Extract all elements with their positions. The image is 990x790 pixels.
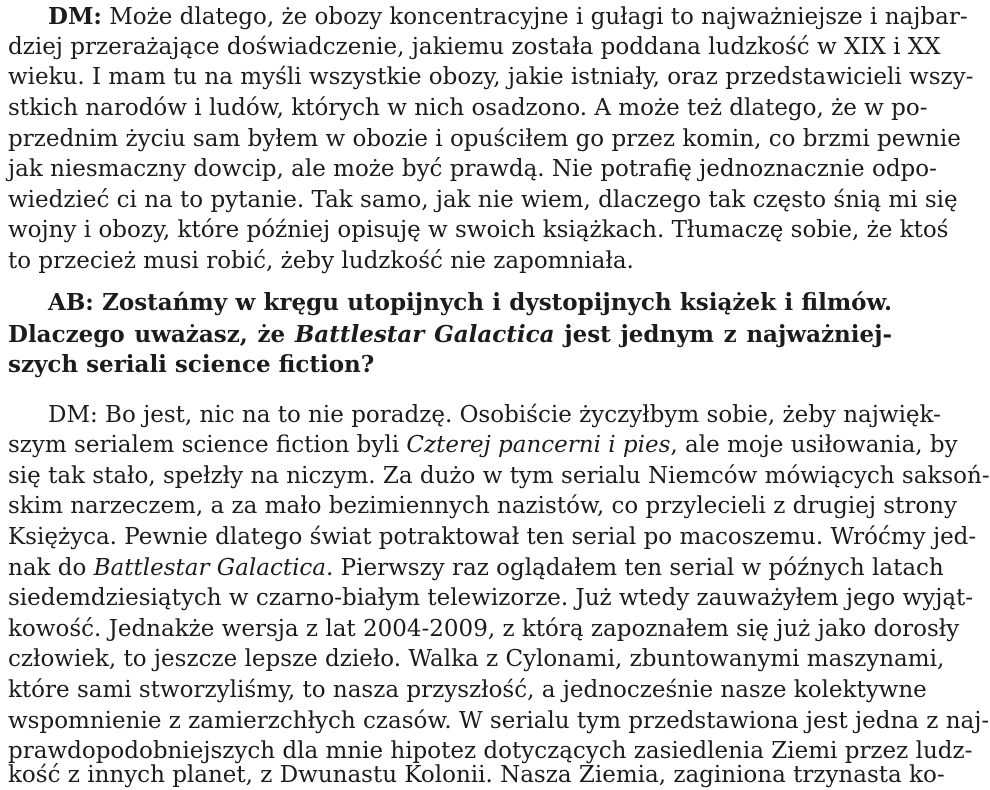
paragraph-line: jak niesmaczny dowcip, ale może być prawdą. Nie potrafię jednoznacznie odpo-	[8, 156, 937, 182]
paragraph-line: się tak stało, spełzły na niczym. Za dużo w tym serialu Niemców mówiących saksoń-	[8, 463, 990, 489]
question-line	[8, 320, 892, 350]
paragraph-line: które sami stworzyliśmy, to nasza przyszłość, a jednocześnie nasze kolektywne	[8, 677, 927, 703]
text-span: Może dlatego, że obozy koncentracyjne i gułagi to najważniejsze i najbar-	[101, 4, 968, 30]
paragraph-line: przednim życiu sam byłem w obozie i opuściłem go przez komin, co brzmi pewnie	[8, 126, 961, 152]
question-line: AB: Zostańmy w kręgu utopijnych i dystopijnych książek i filmów.	[48, 289, 892, 316]
paragraph-line: prawdopodobniejszych dla mnie hipotez dotyczących zasiedlenia Ziemi przez ludz-	[8, 738, 973, 764]
text-span: jest jednym z najważniej-	[554, 321, 892, 348]
text-span: . Pierwszy raz oglądałem ten serial w późnych latach	[326, 555, 944, 581]
paragraph-line: wspomnienie z zamierzchłych czasów. W serialu tym przedstawiona jest jedna z naj-	[8, 708, 990, 734]
paragraph-line: siedemdziesiątych w czarno-białym telewizorze. Już wtedy zauważyłem jego wyjąt-	[8, 585, 974, 611]
title-italic: Battlestar Galactica	[294, 321, 555, 348]
paragraph-line: skim narzeczem, a za mało bezimiennych nazistów, co przylecieli z drugiej strony	[8, 493, 957, 519]
paragraph-line: wieku. I mam tu na myśli wszystkie obozy, jakie istniały, oraz przedstawicieli wszy-	[8, 64, 974, 90]
paragraph-line: Księżyca. Pewnie dlatego świat potraktował ten serial po macoszemu. Wróćmy jed-	[8, 524, 977, 550]
speaker-label: DM:	[48, 3, 102, 30]
paragraph-line: dziej przerażające doświadczenie, jakiemu została poddana ludzkość w XIX i XX	[8, 34, 941, 60]
paragraph-line	[8, 553, 944, 583]
paragraph-line	[8, 430, 958, 460]
question-line: szych seriali science fiction?	[8, 351, 375, 378]
paragraph-line	[48, 2, 968, 32]
title-italic: Battlestar Galactica	[93, 555, 327, 581]
text-span: , ale moje usiłowania, by	[670, 432, 958, 458]
paragraph-line: człowiek, to jeszcze lepsze dzieło. Walka z Cylonami, zbuntowanymi maszynami,	[8, 646, 945, 672]
paragraph-line: wojny i obozy, które później opisuję w swoich książkach. Tłumaczę sobie, że ktoś	[8, 217, 949, 243]
paragraph-line: wiedzieć ci na to pytanie. Tak samo, jak nie wiem, dlaczego tak często śnią mi się	[8, 187, 958, 213]
title-italic: Czterej pancerni i pies	[406, 432, 671, 458]
paragraph-line: to przecież musi robić, żeby ludzkość nie zapomniała.	[8, 248, 634, 274]
text-span: Dlaczego uważasz, że	[8, 321, 295, 348]
text-span: nak do	[8, 555, 94, 581]
text-span: szym serialem science fiction byli	[8, 432, 407, 458]
paragraph-line: kowość. Jednakże wersja z lat 2004-2009, z którą zapoznałem się już jako dorosły	[8, 616, 960, 642]
paragraph-line: stkich narodów i ludów, których w nich osadzono. A może też dlatego, że w po-	[8, 95, 928, 121]
paragraph-line: kość z innych planet, z Dwunastu Kolonii. Nasza Ziemia, zaginiona trzynasta ko-	[8, 762, 945, 788]
paragraph-line: DM: Bo jest, nic na to nie poradzę. Osobiście życzyłbym sobie, żeby najwięk-	[48, 402, 941, 428]
